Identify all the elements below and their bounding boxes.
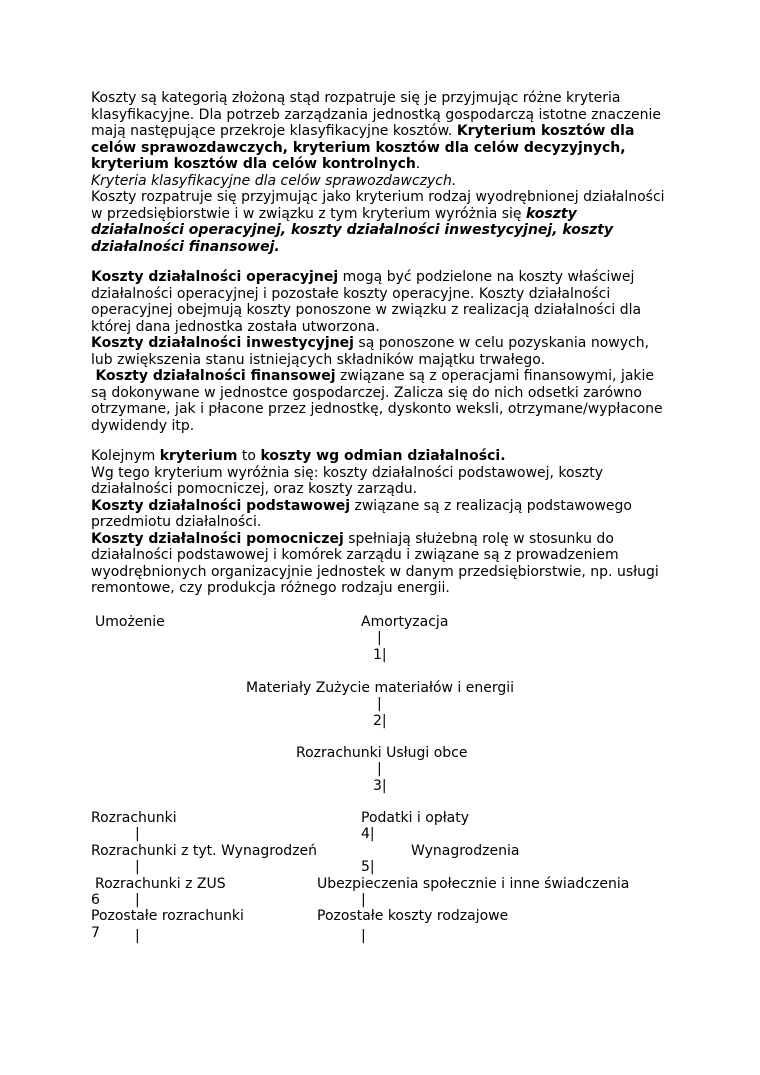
diagram-wynagrodzenia: Wynagrodzenia xyxy=(411,843,520,859)
next-criterion-1: Kolejnym xyxy=(91,448,160,464)
diagram-row-rozrachunki-uslugi: Rozrachunki Usługi obce xyxy=(296,745,468,761)
diagram-number-7: 7 xyxy=(91,925,100,941)
paragraph-activity-costs xyxy=(91,269,671,434)
diagram-connector: | xyxy=(135,859,140,875)
auxiliary-costs-term: Koszty działalności pomocniczej xyxy=(91,530,344,547)
diagram-connector: | xyxy=(377,630,382,646)
criterion-distinguishes-text: Wg tego kryterium wyróżnia się: koszty działalności podstawowej, koszty działalności pomocniczej, oraz koszty zarządu. xyxy=(91,464,604,497)
operating-costs-text: mogą być podzielone na koszty właściwej działalności operacyjnej i pozostałe koszty operacyjne. Koszty działalności operacyjnej obejmują koszty ponoszone w związku z realizacją działalności dla której dana jednostka została utworzona. xyxy=(91,269,642,335)
diagram-pozostale-rozrachunki: Pozostałe rozrachunki xyxy=(91,908,244,924)
diagram-connector: | xyxy=(361,928,366,944)
heading-period: . xyxy=(451,172,457,189)
diagram-connector: | xyxy=(135,892,140,908)
intro-period: . xyxy=(415,156,421,172)
paragraph-intro xyxy=(91,90,671,255)
diagram-rozrachunki: Rozrachunki xyxy=(91,810,177,826)
next-criterion-4: koszty wg odmian działalności. xyxy=(260,448,506,464)
diagram-number-4: 4| xyxy=(361,826,375,842)
reporting-criteria-heading: Kryteria klasyfikacyjne dla celów sprawozdawczych xyxy=(91,172,452,189)
operating-costs-term: Koszty działalności operacyjnej xyxy=(91,269,339,285)
criteria-list-bold: Kryterium kosztów dla celów sprawozdawczych, kryterium kosztów dla celów decyzyjnych, kryterium kosztów dla celów kontrolnych xyxy=(91,123,635,172)
diagram-number-2: 2| xyxy=(373,713,387,729)
financial-costs-term: Koszty działalności finansowej xyxy=(95,368,336,384)
diagram-connector: | xyxy=(135,928,140,944)
next-criterion-2: kryterium xyxy=(159,448,238,464)
diagram-rozrachunki-wynagrodzen: Rozrachunki z tyt. Wynagrodzeń xyxy=(91,843,318,859)
diagram-row-materialy: Materiały Zużycie materiałów i energii xyxy=(246,680,515,696)
diagram-ubezpieczenia: Ubezpieczenia społecznie i inne świadczenia xyxy=(317,876,630,892)
activity-costs-list: koszty działalności operacyjnej, koszty działalności inwestycyjnej, koszty działalności finansowej. xyxy=(91,205,614,255)
diagram-connector: | xyxy=(135,826,140,842)
diagram-podatki: Podatki i opłaty xyxy=(361,810,470,826)
diagram-connector: | xyxy=(377,761,382,777)
diagram-umorzenie: Umożenie xyxy=(95,614,165,630)
core-costs-text: związane są z realizacją podstawowego przedmiotu działalności. xyxy=(91,497,632,530)
diagram-rozrachunki-zus: Rozrachunki z ZUS xyxy=(95,876,226,892)
intro-text: Koszty są kategorią złożoną stąd rozpatruje się je przyjmując różne kryteria klasyfikacyjne. Dla potrzeb zarządzania jednostką gospodarczą istotne znaczenie mają następujące przekroje klasyfikacyjne kosztów. xyxy=(91,90,662,139)
diagram-number-5: 5| xyxy=(361,859,375,875)
investment-costs-text: są ponoszone w celu pozyskania nowych, lub zwiększenia stanu istniejących składników majątku trwałego. xyxy=(91,335,650,368)
paragraph-activity-types xyxy=(91,448,671,597)
diagram-connector: | xyxy=(377,696,382,712)
diagram-number-1: 1| xyxy=(373,647,387,663)
investment-costs-term: Koszty działalności inwestycyjnej xyxy=(91,335,354,351)
diagram-amortyzacja: Amortyzacja xyxy=(361,614,449,630)
activity-criteria-text: Koszty rozpatruje się przyjmując jako kryterium rodzaj wyodrębnionej działalności w przedsiębiorstwie i w związku z tym kryterium wyróżnia się xyxy=(91,189,665,222)
diagram-pozostale-koszty: Pozostałe koszty rodzajowe xyxy=(317,908,509,924)
financial-costs-text: związane są z operacjami finansowymi, jakie są dokonywane w jednostce gospodarczej. Zalicza się do nich odsetki zarówno otrzymane, jak i płacone przez jednostkę, dyskonto weksli, otrzymane/wypłacone dywidendy itp. xyxy=(91,368,663,434)
diagram-number-3: 3| xyxy=(373,778,387,794)
auxiliary-costs-text: spełniają służebną rolę w stosunku do działalności podstawowej i komórek zarządu i związane są z prowadzeniem wyodrębnionych organizacyjnie jednostek w danym przedsiębiorstwie, np. usługi remontowe, czy produkcja różnego rodzaju energii. xyxy=(91,530,659,596)
diagram-number-6: 6 xyxy=(91,892,100,908)
core-costs-term: Koszty działalności podstawowej xyxy=(91,497,351,514)
next-criterion-3: to xyxy=(237,448,261,464)
diagram-connector: | xyxy=(361,892,366,908)
